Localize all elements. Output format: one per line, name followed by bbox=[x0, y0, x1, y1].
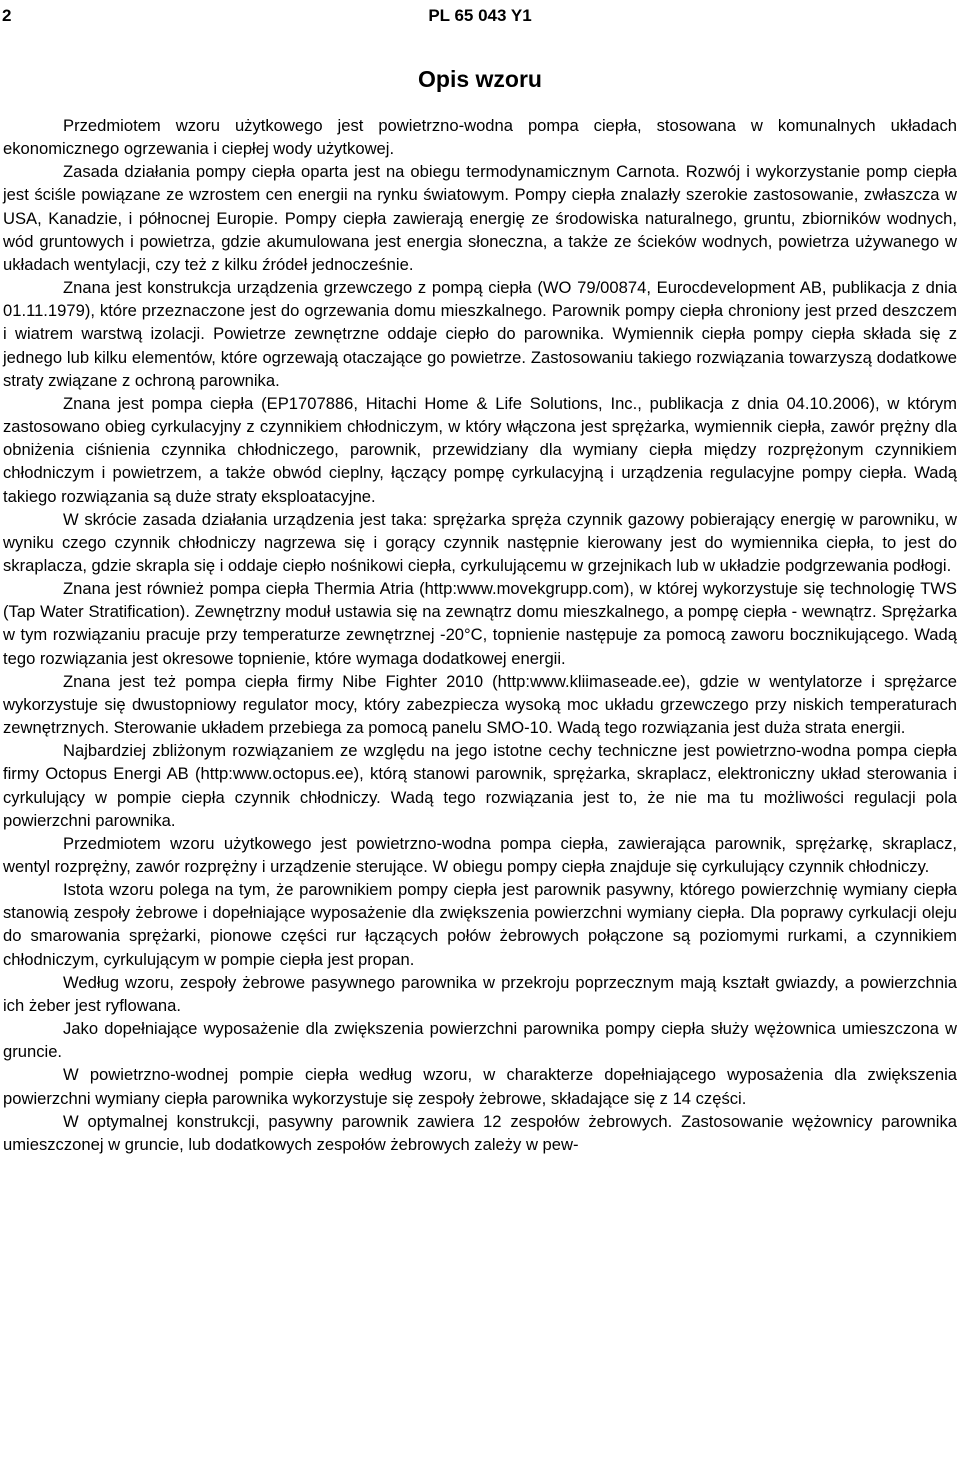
page-header bbox=[0, 6, 960, 30]
paragraph: Przedmiotem wzoru użytkowego jest powietrzno-wodna pompa ciepła, zawierająca parownik, sprężarkę, skraplacz, wentyl rozprężny, zawór rozprężny i urządzenie sterujące. W obiegu pompy ciepła znajduje się cyrkulujący czynnik chłodniczy. bbox=[3, 833, 957, 876]
document-id: PL 65 043 Y1 bbox=[428, 6, 532, 25]
paragraph: W skrócie zasada działania urządzenia jest taka: sprężarka spręża czynnik gazowy pobierający energię w parowniku, w wyniku czego czynnik chłodniczy nagrzewa się i gorący czynnik następnie kierowany jest do wymiennika ciepła, to jest do skraplacza, gdzie skrapla się i oddaje ciepło nośnikowi ciepła, cyrkulującemu w grzejnikach lub w układzie podgrzewania podłogi. bbox=[3, 509, 957, 575]
paragraph: Istota wzoru polega na tym, że parownikiem pompy ciepła jest parownik pasywny, którego powierzchnię wymiany ciepła stanowią zespoły żebrowe i dopełniające wyposażenie dla zwiększenia powierzchni wymiany ciepła. Dla poprawy cyrkulacji oleju do smarowania sprężarki, pionowe części rur łączących połów żebrowych połączone są poziomymi rurkami, a czynnikiem chłodniczym, cyrkulującym w pompie ciepła jest propan. bbox=[3, 880, 957, 969]
document-title: Opis wzoru bbox=[418, 66, 542, 92]
paragraph: Znana jest konstrukcja urządzenia grzewczego z pompą ciepła (WO 79/00874, Eurocdevelopment AB, publikacja z dnia 01.11.1979), które przeznaczone jest do ogrzewania domu mieszkalnego. Parownik pompy ciepła chroniony jest przed deszczem i wiatrem warstwą izolacji. Powietrze zewnętrzne oddaje ciepło do parownika. Wymiennik ciepła pompy ciepła składa się z jednego lub kilku elementów, które ogrzewają otaczające go powietrze. Zastosowaniu takiego rozwiązania towarzyszą dodatkowe straty związane z ochroną parownika. bbox=[3, 278, 957, 390]
paragraph: W powietrzno-wodnej pompie ciepła według wzoru, w charakterze dopełniającego wyposażenia dla zwiększenia powierzchni wymiany ciepła parownika wykorzystuje się zespoły żebrowe, składające się z 14 części. bbox=[3, 1065, 957, 1108]
paragraph: Znana jest pompa ciepła (EP1707886, Hitachi Home & Life Solutions, Inc., publikacja z dnia 04.10.2006), w którym zastosowano obieg cyrkulacyjny z czynnikiem chłodniczym, w który włączona jest sprężarka, wymiennik ciepła, zawór prężny dla obniżenia ciśnienia czynnika chłodniczego, parownik, przewidziany dla wymiany ciepła między rozprężonym czynnikiem chłodniczym i powietrzem, a także obwód cieplny, łączący pompę cyrkulacyjną i urządzenia regulacyjne pompy ciepła. Wadą takiego rozwiązania są duże straty eksploatacyjne. bbox=[3, 393, 957, 506]
paragraph: Najbardziej zbliżonym rozwiązaniem ze względu na jego istotne cechy techniczne jest powietrzno-wodna pompa ciepła firmy Octopus Energi AB (http:www.octopus.ee), którą stanowi parownik, sprężarka, skraplacz, elektroniczny układ sterowania i cyrkulujący w pompie ciepła czynnik chłodniczy. Wadą tego rozwiązania jest to, że nie ma tu możliwości regulacji pola powierzchni parownika. bbox=[3, 741, 957, 830]
paragraph: Zasada działania pompy ciepła oparta jest na obiegu termodynamicznym Carnota. Rozwój i wykorzystanie pomp ciepła jest ściśle powiązane ze wzrostem cen energii na rynku światowym. Pompy ciepła znalazły szerokie zastosowanie, zwłaszcza w USA, Kanadzie, i północnej Europie. Pompy ciepła zawierają energię ze środowiska naturalnego, gruntu, zbiorników wodnych, wód gruntowych i powietrza, gdzie akumulowana jest energia słoneczna, a także ze ścieków wodnych, powietrza używanego w układach wentylacji, czy też z kilku źródeł jednocześnie. bbox=[3, 162, 957, 274]
page-number: 2 bbox=[2, 6, 12, 25]
paragraph: Jako dopełniające wyposażenie dla zwiększenia powierzchni parownika pompy ciepła służy wężownica umieszczona w gruncie. bbox=[3, 1019, 957, 1062]
paragraph: Według wzoru, zespoły żebrowe pasywnego parownika w przekroju poprzecznym mają kształt gwiazdy, a powierzchnia ich żeber jest ryflowana. bbox=[3, 972, 957, 1015]
paragraph: Przedmiotem wzoru użytkowego jest powietrzno-wodna pompa ciepła, stosowana w komunalnych układach ekonomicznego ogrzewania i ciepłej wody użytkowej. bbox=[3, 116, 957, 159]
paragraph: W optymalnej konstrukcji, pasywny parownik zawiera 12 zespołów żebrowych. Zastosowanie wężownicy parownika umieszczonej w gruncie, lub dodatkowych zespołów żebrowych zależy w pew- bbox=[3, 1111, 957, 1154]
paragraph: Znana jest też pompa ciepła firmy Nibe Fighter 2010 (http:www.kliimaseade.ee), gdzie w wentylatorze i sprężarce wykorzystuje się dwustopniowy regulator mocy, który zabezpiecza wysoką moc układu grzewczego przy niskich temperaturach zewnętrznych. Sterowanie układem przebiega za pomocą panelu SMO-10. Wadą tego rozwiązania jest duża strata energii. bbox=[3, 671, 957, 738]
document-body bbox=[3, 114, 957, 1156]
paragraph: Znana jest również pompa ciepła Thermia Atria (http:www.movekgrupp.com), w której wykorzystuje się technologię TWS (Tap Water Stratification). Zewnętrzny moduł ustawia się na zewnątrz domu mieszkalnego, a pompę ciepła - wewnątrz. Sprężarka w tym rozwiązaniu pracuje przy temperaturze zewnętrznej -20°C, topnienie następuje za pomocą zaworu bocznikującego. Wadą tego rozwiązania jest okresowe topnienie, które wymaga dodatkowej energii. bbox=[3, 579, 957, 668]
